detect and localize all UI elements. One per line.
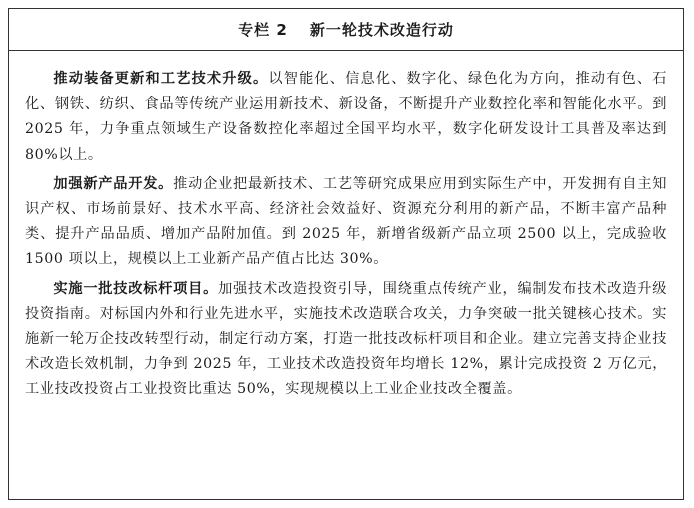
paragraph-lead: 实施一批技改标杆项目。 [53, 280, 219, 297]
column-header [9, 9, 683, 51]
paragraph-text: 以智能化、信息化、数字化、绿色化为方向，推动有色、石化、钢铁、纺织、食品等传统产业运用新技术、新设备，不断提升产业数控化率和智能化水平。到 2025 年，力争重点领域生产设备数控化率超过全国平均水平，数字化研发设计工具普及率达到 80%以上。 [25, 71, 667, 163]
column-box [8, 8, 684, 500]
paragraph-text: 加强技术改造投资引导，围绕重点传统产业，编制发布技术改造升级投资指南。对标国内外和行业先进水平，实施技术改造联合攻关，力争突破一批关键核心技术。实施新一轮万企技改转型行动，制定行动方案，打造一批技改标杆项目和企业。建立完善支持企业技术改造长效机制，力争到 2025 年，工业技术改造投资年均增长 12%，累计完成投资 2 万亿元，工业技改投资占工业投资比重达 50%，实现规模以上工业企业技改全覆盖。 [25, 280, 667, 398]
column-body [9, 51, 683, 403]
paragraph-lead: 加强新产品开发。 [53, 175, 174, 192]
paragraph-equipment-upgrade [25, 67, 667, 168]
paragraph-lead: 推动装备更新和工艺技术升级。 [53, 71, 269, 87]
paragraph-new-products [25, 172, 667, 273]
paragraph-benchmark-projects [25, 277, 667, 403]
paragraph-text: 推动企业把最新技术、工艺等研究成果应用到实际生产中，开发拥有自主知识产权、市场前景好、技术水平高、经济社会效益好、资源充分利用的新产品，不断丰富产品种类、提升产品品质、增加产品附加值。到 2025 年，新增省级新产品立项 2500 以上，完成验收 1500 项以上，规模以上工业新产品产值占比达 30%。 [25, 175, 667, 268]
column-title: 新一轮技术改造行动 [309, 21, 454, 39]
column-number: 专栏 2 [238, 21, 288, 39]
